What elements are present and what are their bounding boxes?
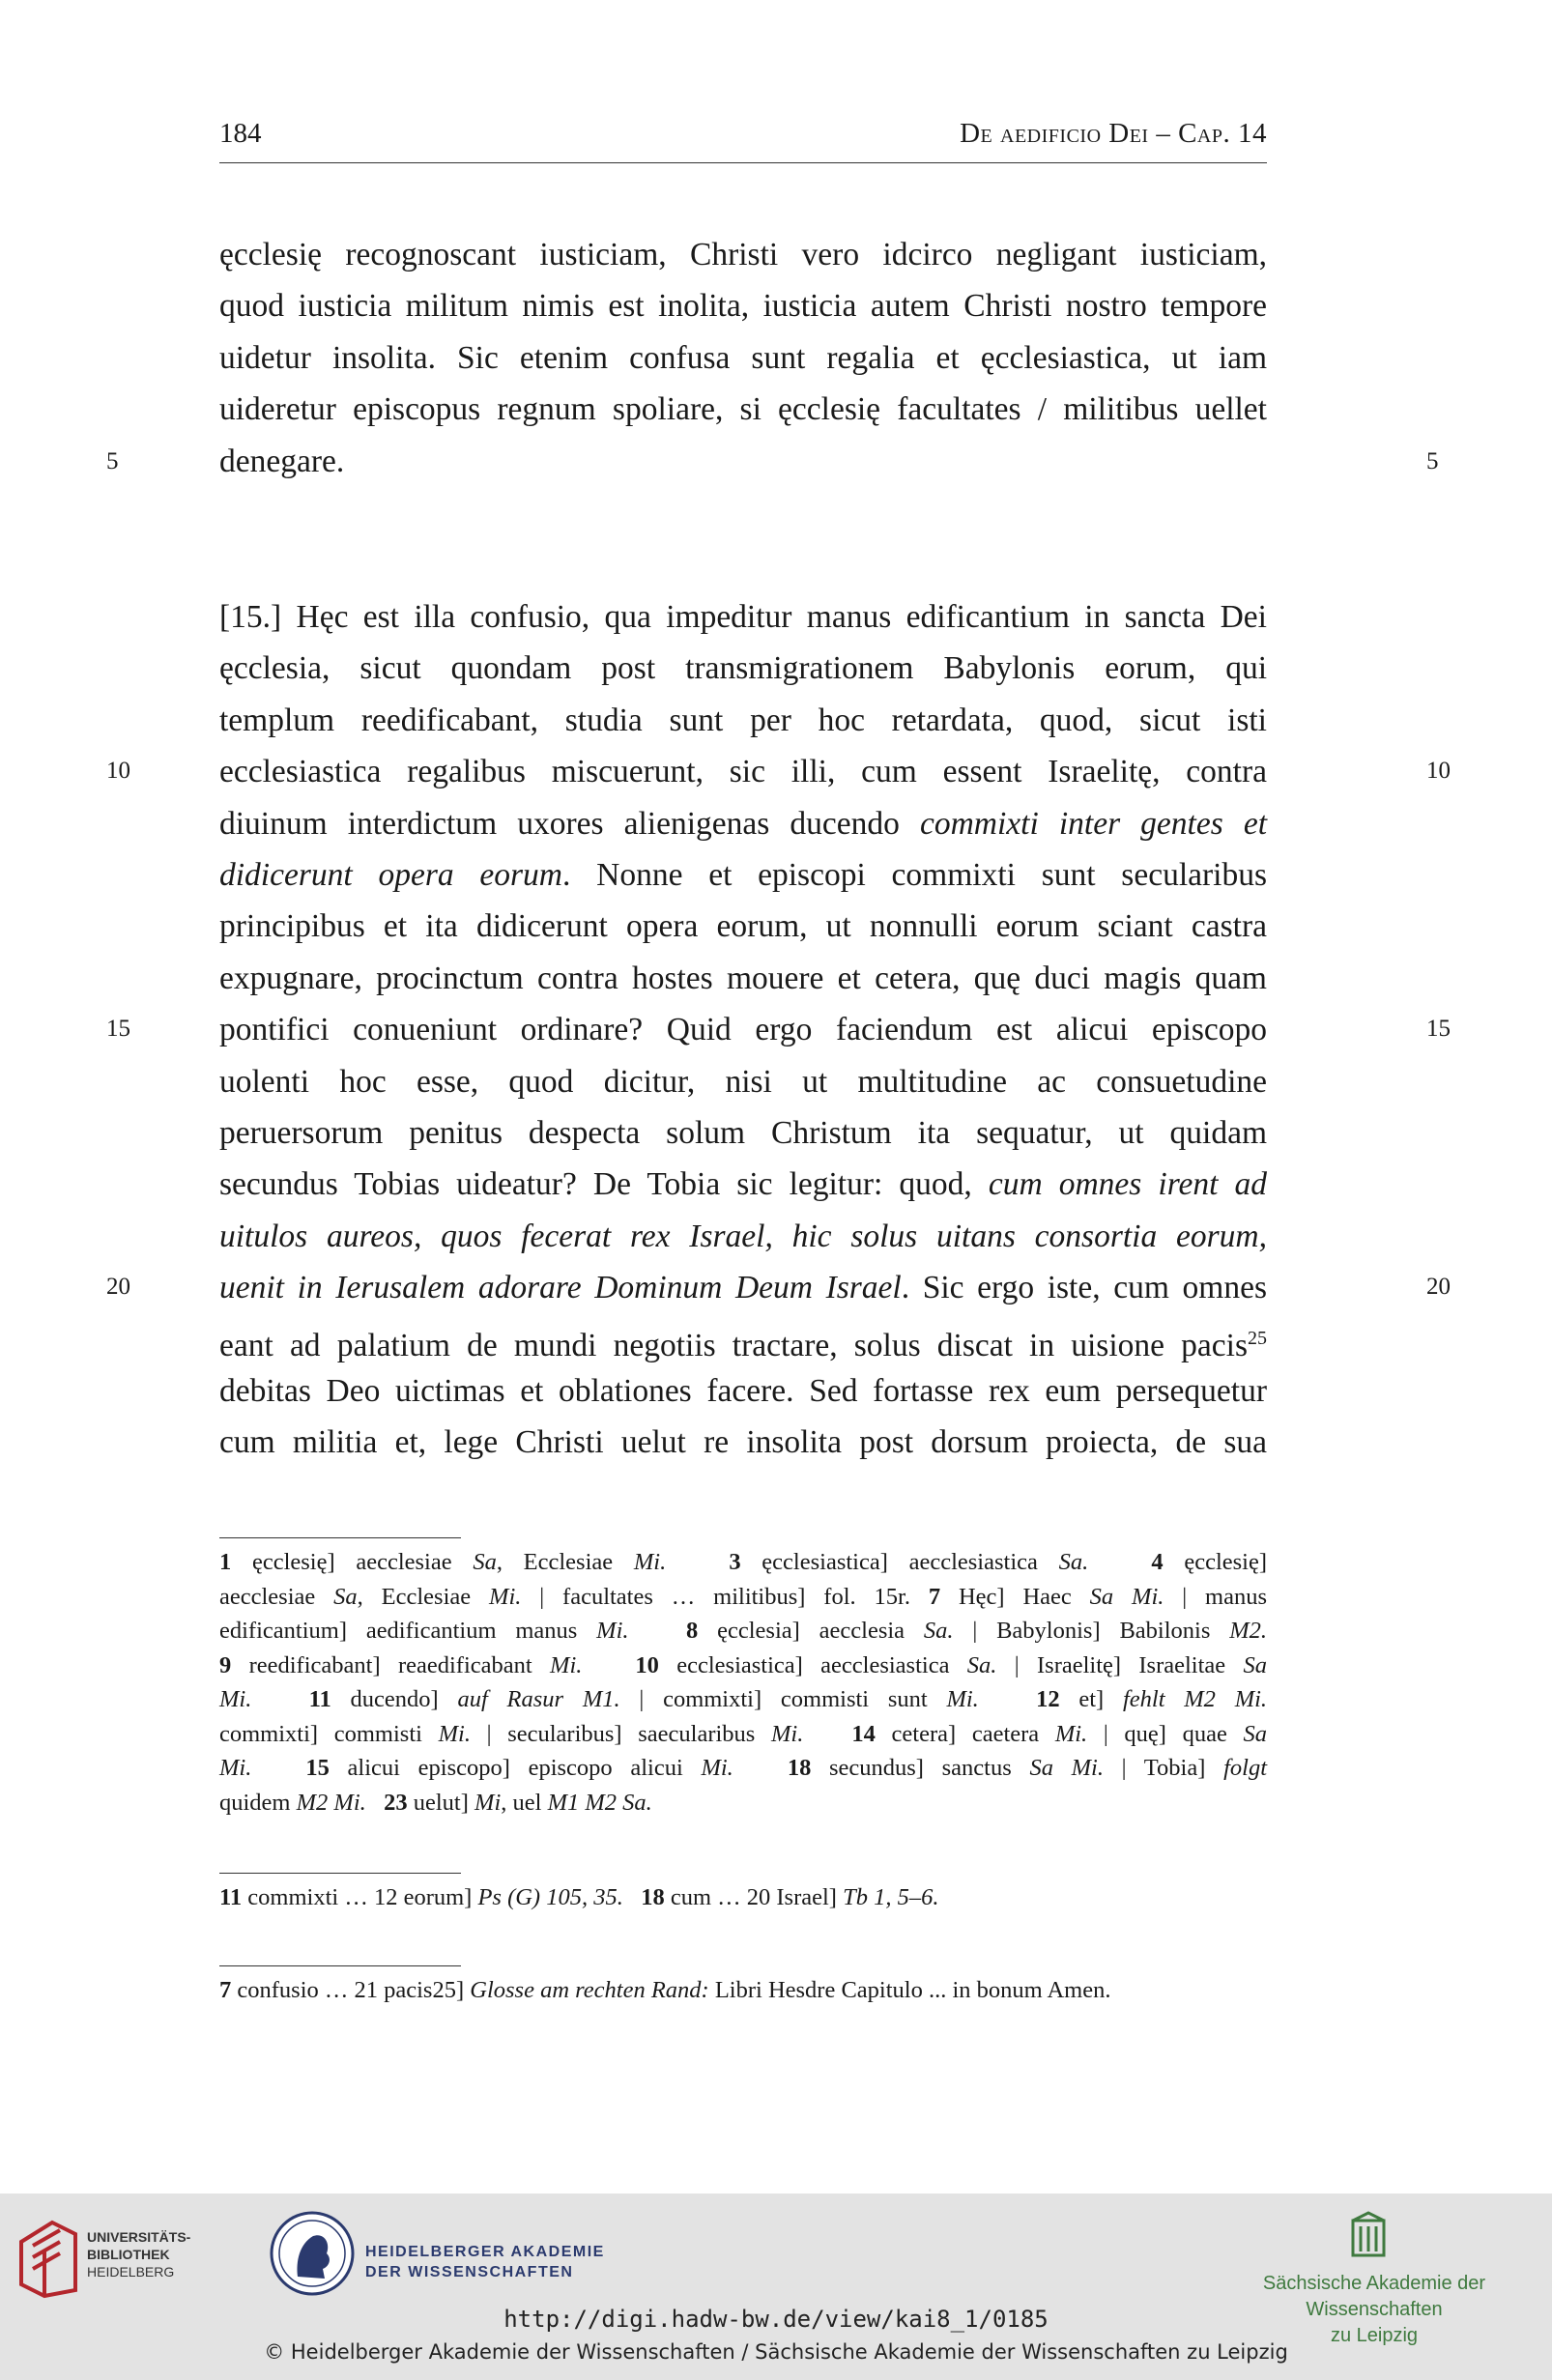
note-text: ęcclesiastica] aecclesiastica [740,1549,1059,1575]
note-text: edificantium] aedificantium manus [219,1618,597,1644]
gloss-apparatus [219,1973,1267,2008]
text-line: principibus et ita didicerunt opera eorum, ut nonnulli eorum sciant castra [219,908,1267,945]
note-text: ecclesiastica] aecclesiastica [658,1651,967,1678]
siglum: Mi. [219,1755,252,1781]
note-text: ęcclesia] aecclesia [698,1618,924,1644]
quotation-italic: commixti inter gentes et [919,805,1268,842]
ub-emblem-icon [17,2213,79,2300]
text-line [219,1262,1267,1313]
siglum: Mi. [946,1686,979,1712]
line-number-right: 10 [1426,758,1451,784]
note-text: alicui episcopo] episcopo alicui [329,1755,702,1781]
logo-text: HEIDELBERGER AKADEMIE [365,2244,605,2260]
text-line: quod iusticia militum nimis est inolita, iusticia autem Christi nostro tempore [219,288,1267,325]
quotation-italic: uenit in Ierusalem adorare Dominum Deum Israel [219,1270,902,1306]
line-ref: 8 [686,1618,699,1644]
line-ref: 18 [787,1755,812,1781]
line-ref: 18 [641,1884,665,1910]
critical-apparatus [219,1545,1267,1820]
siglum: Mi. [771,1720,804,1747]
siglum: Sa [1243,1720,1268,1747]
text-line: pontifici conueniunt ordinare? Quid ergo faciendum est alicui episcopo [219,1012,1267,1048]
editorial-note: Glosse am rechten Rand: [470,1977,709,2003]
line-ref: 10 [635,1651,659,1678]
line-ref: 12 [1036,1686,1060,1712]
note-text: aecclesiae [219,1583,334,1610]
note-text: ducendo] [331,1686,458,1712]
note-text: uelut] [407,1789,475,1816]
siglum: Mi. [633,1549,667,1575]
siglum: Mi. [219,1686,252,1712]
text-line: debitas Deo uictimas et oblationes facere. Sed fortasse rex eum persequetur [219,1372,1267,1409]
source-apparatus [219,1880,1267,1915]
note-text: quidem [219,1789,297,1816]
line-number-right: 15 [1426,1016,1451,1042]
note-line [219,1545,1267,1580]
note-text: ęcclesię] aecclesiae [231,1549,474,1575]
line-ref: 1 [219,1549,232,1575]
note-text: | quę] quae [1087,1720,1244,1747]
note-text: , uel [501,1789,548,1816]
running-header [219,114,1267,163]
note-line [219,1614,1267,1649]
saw-building-icon [1349,2211,1388,2259]
footnote-marker: 25 [1248,1328,1267,1350]
note-line [219,1751,1267,1786]
note-text: , Ecclesiae [357,1583,490,1610]
note-text: cetera] caetera [875,1720,1055,1747]
siglum: M2. [1229,1618,1268,1644]
note-line [219,1649,1267,1683]
siglum: Mi [474,1789,502,1816]
ub-heidelberg-logo[interactable] [17,2213,211,2309]
siglum: Mi. [701,1755,733,1781]
text-line: uidetur insolita. Sic etenim confusa sunt regalia et ęcclesiastica, ut iam [219,339,1267,376]
note-text: Hęc] Haec [940,1583,1090,1610]
siglum: Sa. [923,1618,954,1644]
editorial-note: folgt [1223,1755,1267,1781]
text-segment: secundus Tobias uideatur? De Tobia sic legitur: quod, [219,1166,972,1203]
note-text: | Israelitę] Israelitae [996,1651,1244,1678]
siglum: Mi. [1054,1720,1088,1747]
editorial-note: fehlt M2 Mi. [1122,1686,1268,1712]
siglum: Sa [473,1549,497,1575]
note-text: | Babylonis] Babilonis [953,1618,1230,1644]
note-line [219,1973,1267,2008]
citation: Ps (G) 105, 35. [477,1884,623,1910]
siglum: Sa Mi. [1089,1583,1164,1610]
line-number-right: 5 [1426,448,1439,474]
text-line: uolenti hoc esse, quod dicitur, nisi ut multitudine ac consuetudine [219,1063,1267,1100]
quotation-italic: uitulos aureos, quos fecerat rex Israel, hic solus uitans consortia eorum, [219,1218,1267,1254]
siglum: Mi. [596,1618,629,1644]
text-line [219,1313,1267,1364]
line-ref: 11 [219,1884,243,1910]
note-text: secundus] sanctus [811,1755,1030,1781]
line-number-left: 10 [106,758,130,784]
editorial-note: auf Rasur M1. [457,1686,620,1712]
quotation-italic: didicerunt opera eorum [219,856,562,893]
note-text: | commixti] commisti sunt [619,1686,947,1712]
line-number-left: 5 [106,448,119,474]
quotation-italic: cum omnes irent ad [988,1166,1268,1203]
logo-text: DER WISSENSCHAFTEN [365,2264,574,2280]
text-segment: diuinum interdictum uxores alienigenas ducendo [219,805,900,842]
apparatus-rule [219,1537,461,1538]
note-text: commixti … 12 eorum] [242,1884,478,1910]
text-line: ęcclesię recognoscant iusticiam, Christi vero idcirco negligant iusticiam, [219,237,1267,272]
siglum: Sa [333,1583,358,1610]
text-line: ęcclesia, sicut quondam post transmigrationem Babylonis eorum, qui [219,650,1267,687]
siglum: Sa. [966,1651,997,1678]
text-line [219,849,1267,901]
text-segment: . Sic ergo iste, cum omnes [901,1270,1267,1306]
text-line: expugnare, procinctum contra hostes mouere et cetera, quę duci magis quam [219,960,1267,996]
logo-text: zu Leipzig [1330,2325,1419,2346]
line-ref: 11 [308,1686,331,1712]
siglum: Sa [1243,1651,1268,1678]
siglum: Mi. [438,1720,471,1747]
note-line [219,1786,1267,1821]
note-text: | manus [1164,1583,1267,1610]
text-line: cum militia et, lege Christi uelut re insolita post dorsum proiecta, de sua [219,1424,1267,1461]
text-line: [15.] Hęc est illa confusio, qua impeditur manus edificantium in sancta Dei [219,599,1267,635]
line-ref: 7 [219,1977,232,2003]
siglum: Sa Mi. [1029,1755,1104,1781]
text-line: templum reedificabant, studia sunt per hoc retardata, quod, sicut isti [219,702,1267,738]
athena-medallion-icon [269,2207,356,2300]
paragraph-2 [219,591,1267,1469]
note-text: reedificabant] reaedificabant [231,1651,551,1678]
siglum: Sa. [1058,1549,1089,1575]
apparatus-rule [219,1965,461,1966]
note-text: commixti] commisti [219,1720,439,1747]
text-line: ecclesiastica regalibus miscuerunt, sic illi, cum essent Israelitę, contra [219,754,1267,790]
note-text: cum … 20 Israel] [664,1884,844,1910]
line-ref: 3 [729,1549,741,1575]
note-text: , Ecclesiae [496,1549,634,1575]
siglum: Mi. [550,1651,583,1678]
apparatus-rule [219,1873,461,1874]
note-line [219,1682,1267,1717]
logo-text: HEIDELBERG [87,2264,175,2280]
line-ref: 9 [219,1651,232,1678]
page-number: 184 [219,118,262,149]
text-line [219,1159,1267,1210]
text-segment: eant ad palatium de mundi negotiis tractare, solus discat in uisione pacis [219,1328,1248,1364]
text-segment: . Nonne et episcopi commixti sunt secularibus [561,856,1268,893]
note-text: | secularibus] saecularibus [470,1720,771,1747]
line-ref: 14 [851,1720,876,1747]
logo-text: Sächsische Akademie der Wissenschaften [1262,2273,1486,2320]
line-ref: 15 [305,1755,330,1781]
note-text: | facultates … militibus] fol. 15r. [521,1583,929,1610]
note-text: Libri Hesdre Capitulo ... in bonum Amen. [708,1977,1111,2003]
line-number-left: 15 [106,1016,130,1042]
note-text: | Tobia] [1103,1755,1224,1781]
note-text: ęcclesię] [1163,1549,1267,1575]
note-line [219,1580,1267,1615]
note-line [219,1717,1267,1752]
line-ref: 4 [1151,1549,1164,1575]
siglum: M1 M2 Sa. [547,1789,652,1816]
logo-text: BIBLIOTHEK [87,2247,170,2262]
running-title: De aedificio Dei – Cap. 14 [960,118,1267,149]
text-line: uideretur episcopus regnum spoliare, si ęcclesię facultates / militibus uellet [219,391,1267,428]
siglum: M2 Mi. [296,1789,366,1816]
note-text: et] [1059,1686,1123,1712]
paragraph-1 [219,229,1267,487]
note-line [219,1880,1267,1915]
line-number-right: 20 [1426,1274,1451,1300]
citation: Tb 1, 5–6. [843,1884,939,1910]
hadw-logo[interactable] [269,2207,617,2313]
permalink-url[interactable]: http://digi.hadw-bw.de/view/kai8_1/0185 [503,2306,1049,2333]
text-line [219,798,1267,849]
text-line: denegare. [219,443,345,479]
text-line [219,1211,1267,1262]
line-ref: 7 [928,1583,941,1610]
siglum: Mi. [489,1583,522,1610]
text-line: peruersorum penitus despecta solum Christum ita sequatur, ut quidam [219,1114,1267,1151]
digitization-footer [0,2194,1552,2380]
line-number-left: 20 [106,1274,130,1300]
copyright-notice: © Heidelberger Akademie der Wissenschaften / Sächsische Akademie der Wissenschaften zu Leipzig [264,2340,1288,2364]
note-text: confusio … 21 pacis25] [231,1977,471,2003]
logo-text: UNIVERSITÄTS- [87,2229,191,2245]
line-ref: 23 [384,1789,408,1816]
